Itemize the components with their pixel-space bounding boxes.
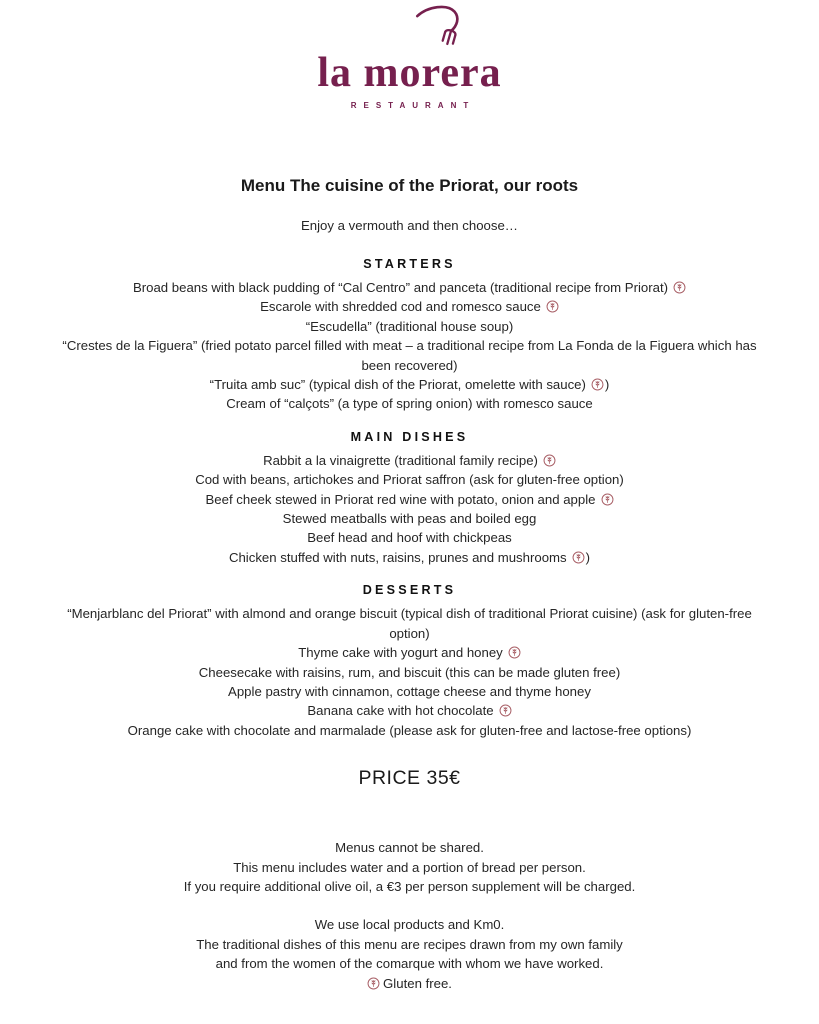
- item-text: Beef cheek stewed in Priorat red wine with potato, onion and apple: [205, 491, 596, 507]
- menu-section: [60, 430, 760, 567]
- menu-notes: [60, 838, 760, 993]
- menu-item: [60, 663, 760, 682]
- gluten-free-icon: [546, 297, 559, 316]
- note-line: Menus cannot be shared.: [335, 840, 484, 856]
- menu-item: [60, 451, 760, 470]
- section-heading: STARTERS: [363, 257, 456, 271]
- note-line: and from the women of the comarque with whom we have worked.: [215, 956, 604, 972]
- gluten-free-icon: [367, 974, 380, 993]
- menu-item: [60, 721, 760, 740]
- item-text: Rabbit a la vinaigrette (traditional family recipe): [263, 452, 538, 468]
- item-suffix: ): [585, 549, 591, 565]
- section-heading: MAIN DISHES: [350, 429, 469, 444]
- item-text: Banana cake with hot chocolate: [307, 703, 494, 719]
- menu-title: Menu The cuisine of the Priorat, our roots: [240, 176, 579, 195]
- menu-notes-secondary: [60, 915, 760, 993]
- gluten-free-note: [60, 974, 760, 993]
- section-items: [60, 278, 760, 414]
- menu-sections: [60, 257, 760, 740]
- menu-item: [60, 509, 760, 528]
- menu-item: [60, 643, 760, 662]
- menu-item: [60, 701, 760, 720]
- item-text: Stewed meatballs with peas and boiled egg: [282, 511, 537, 527]
- item-text: “Escudella” (traditional house soup): [305, 318, 514, 334]
- gluten-free-icon: [591, 375, 604, 394]
- gluten-free-icon: [499, 701, 512, 720]
- item-text: Cream of “calçots” (a type of spring onion) with romesco sauce: [226, 396, 593, 412]
- gluten-free-icon: [601, 490, 614, 509]
- gluten-free-icon: [508, 643, 521, 662]
- item-text: Apple pastry with cinnamon, cottage cheese and thyme honey: [228, 683, 591, 699]
- menu-price: PRICE 35€: [358, 767, 461, 790]
- menu-intro: Enjoy a vermouth and then choose…: [301, 218, 518, 233]
- menu-item: [60, 297, 760, 316]
- section-items: [60, 451, 760, 567]
- gluten-free-icon: [673, 278, 686, 297]
- menu-section: [60, 583, 760, 740]
- logo-subtitle: RESTAURANT: [350, 101, 476, 110]
- menu-item: [60, 336, 760, 375]
- note-line: If you require additional olive oil, a €3 per person supplement will be charged.: [183, 878, 636, 894]
- menu-item: [60, 490, 760, 509]
- gluten-free-icon: [543, 451, 556, 470]
- section-heading: DESSERTS: [362, 583, 457, 598]
- note-line: The traditional dishes of this menu are recipes drawn from my own family: [196, 936, 623, 952]
- menu-item: [60, 375, 760, 394]
- restaurant-logo: [0, 0, 819, 112]
- note-line: This menu includes water and a portion of bread per person.: [233, 859, 586, 875]
- section-items: [60, 604, 760, 740]
- item-text: Orange cake with chocolate and marmalade (please ask for gluten-free and lactose-free options): [127, 722, 692, 738]
- menu-item: [60, 317, 760, 336]
- menu-item: [60, 548, 760, 567]
- fork-icon: [412, 2, 474, 62]
- item-suffix: ): [604, 377, 610, 393]
- menu-section: [60, 257, 760, 414]
- gluten-free-note-text: Gluten free.: [383, 975, 452, 991]
- item-text: “Crestes de la Figuera” (fried potato parcel filled with meat – a traditional recipe from La Fonda de la Figuera which has been recovered): [62, 338, 757, 373]
- gluten-free-icon: [572, 548, 585, 567]
- item-text: Cod with beans, artichokes and Priorat saffron (ask for gluten-free option): [195, 472, 624, 488]
- menu-item: [60, 394, 760, 413]
- menu-item: [60, 470, 760, 489]
- item-text: “Menjarblanc del Priorat” with almond and orange biscuit (typical dish of traditional Priorat cuisine) (ask for gluten-free option): [67, 606, 752, 641]
- note-line: We use local products and Km0.: [314, 917, 505, 933]
- menu-item: [60, 528, 760, 547]
- menu-item: [60, 278, 760, 297]
- item-text: “Truita amb suc” (typical dish of the Priorat, omelette with sauce): [209, 377, 586, 393]
- logo-text: la morera: [317, 50, 502, 96]
- item-text: Cheesecake with raisins, rum, and biscuit (this can be made gluten free): [198, 664, 621, 680]
- item-text: Chicken stuffed with nuts, raisins, prunes and mushrooms: [228, 549, 567, 565]
- item-text: Escarole with shredded cod and romesco sauce: [260, 299, 541, 315]
- menu-content: [60, 176, 760, 993]
- item-text: Beef head and hoof with chickpeas: [307, 530, 512, 546]
- menu-item: [60, 682, 760, 701]
- menu-item: [60, 604, 760, 643]
- item-text: Broad beans with black pudding of “Cal Centro” and panceta (traditional recipe from Priorat): [132, 280, 669, 295]
- item-text: Thyme cake with yogurt and honey: [298, 645, 503, 661]
